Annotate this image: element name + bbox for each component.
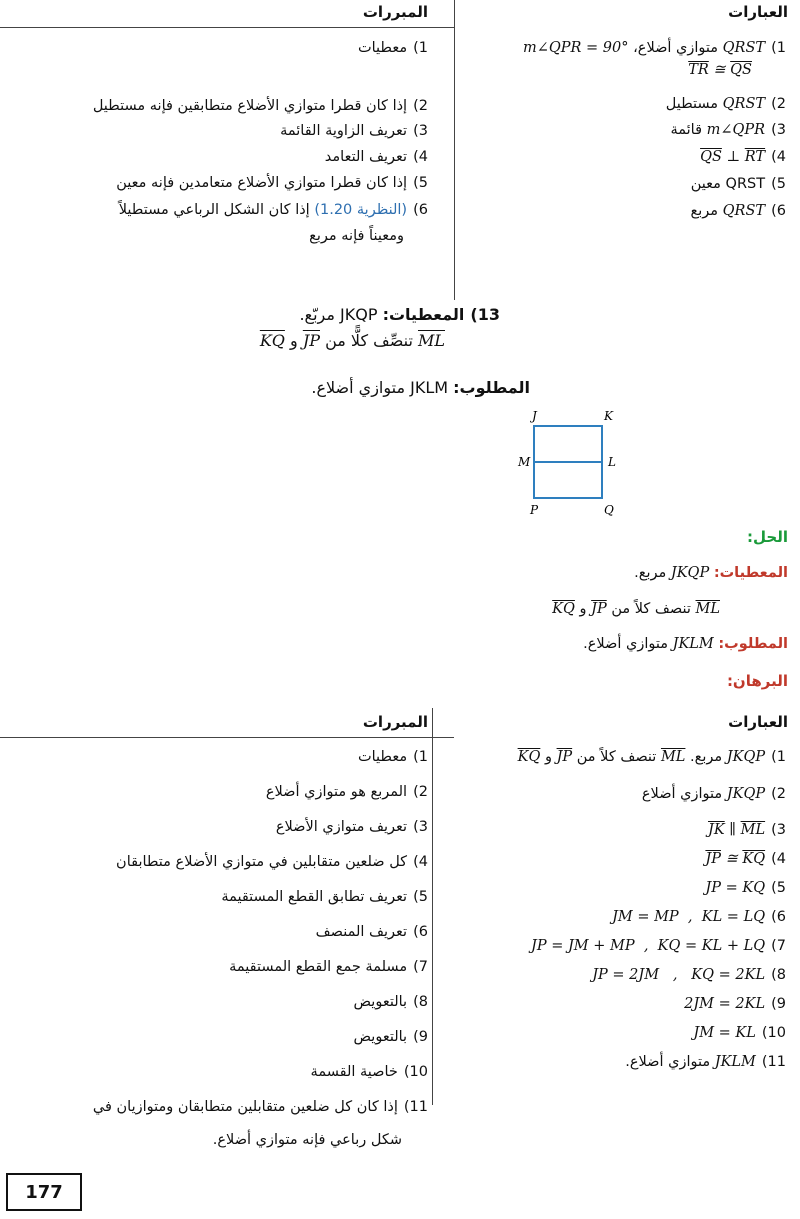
label-k: K bbox=[604, 409, 613, 423]
reason-row: 11)إذا كان كل ضلعين متقابلين متطابقان ومتوازيان في bbox=[92, 1099, 428, 1115]
reason-row: 4)تعريف التعامد bbox=[324, 149, 428, 165]
reason-row: 1)معطيات bbox=[357, 40, 428, 56]
reason-row: 4)كل ضلعين متقابلين في متوازي الأضلاع متطابقان bbox=[116, 854, 428, 870]
reason-row: 3)تعريف متوازي الأضلاع bbox=[275, 819, 428, 835]
label-p: P bbox=[530, 503, 539, 517]
statement-row: 11)JKLM متوازي أضلاع. bbox=[625, 1054, 786, 1070]
reason-row: 6)(النظرية 1.20) إذا كان الشكل الرباعي مستطيلاً bbox=[118, 202, 428, 218]
solution-given: المعطيات: JKQP مربع. bbox=[634, 565, 788, 581]
statement-row: 2)QRST مستطيل bbox=[665, 96, 786, 112]
column-divider bbox=[454, 0, 455, 300]
statement-row: 8)JP = 2JM , KQ = 2KL bbox=[592, 967, 786, 983]
reason-row: 7)مسلمة جمع القطع المستقيمة bbox=[229, 959, 428, 975]
reason-row: 5)إذا كان قطرا متوازي الأضلاع متعامدين فإنه معين bbox=[116, 175, 428, 191]
statement-row: 5)JP = KQ bbox=[705, 880, 786, 896]
label-l: L bbox=[608, 455, 616, 469]
solution-given-bisect: ML تنصف كلاً من JP و KQ bbox=[552, 601, 720, 617]
statement-row: 9)2JM = 2KL bbox=[684, 996, 786, 1012]
reason-row: 3)تعريف الزاوية القائمة bbox=[280, 123, 428, 139]
problem-required: المطلوب: JKLM متوازي أضلاع. bbox=[311, 378, 530, 397]
problem-given-bisect: ML تنصِّف كلًّا من JP و KQ bbox=[259, 331, 445, 350]
column-divider bbox=[432, 708, 433, 1105]
proof-heading: البرهان: bbox=[726, 672, 788, 690]
statement-row: 7)JP = JM + MP , KQ = KL + LQ bbox=[531, 938, 786, 954]
statement-row: $4)\overline{JP}$ ≅ $\overline{KQ}$ bbox=[705, 851, 786, 867]
statement-row-line2: $\overline{TR}$ ≅ $\overline{QS}$ bbox=[688, 62, 752, 78]
reasons-header: المبررات bbox=[362, 3, 428, 21]
reason-row: 6)تعريف المنصف bbox=[315, 924, 428, 940]
statement-row: 10)JM = KL bbox=[693, 1025, 786, 1041]
statement-row: $3)\overline{JK}$ ∥ $\overline{ML}$ bbox=[708, 822, 786, 838]
header-rule bbox=[0, 27, 454, 28]
solution-required: المطلوب: JKLM متوازي أضلاع. bbox=[583, 636, 788, 652]
reason-row: 1)معطيات bbox=[357, 749, 428, 765]
reason-row: 8)بالتعويض bbox=[353, 994, 428, 1010]
reason-row: 2)إذا كان قطرا متوازي الأضلاع متطابقين فإنه مستطيل bbox=[92, 98, 428, 114]
reasons-header: المبررات bbox=[362, 713, 428, 731]
reason-row: 2)المربع هو متوازي أضلاع bbox=[265, 784, 428, 800]
square-figure bbox=[490, 402, 640, 522]
label-q: Q bbox=[604, 503, 614, 517]
label-m: M bbox=[518, 455, 531, 469]
statement-row: 1)JKQP مربع. ML تنصف كلاً من JP و KQ bbox=[517, 749, 786, 765]
statements-header: العبارات bbox=[728, 713, 788, 731]
statement-row: 6)JM = MP , KL = LQ bbox=[612, 909, 786, 925]
problem-given: 13)المعطيات: JKQP مربّع. bbox=[299, 305, 500, 324]
reason-row-line2: شكل رباعي فإنه متوازي أضلاع. bbox=[212, 1132, 402, 1148]
label-j: J bbox=[532, 409, 537, 423]
reason-row-line2: ومعيناً فإنه مربع bbox=[309, 228, 404, 244]
statement-row: 3)m∠QPR قائمة bbox=[670, 122, 786, 138]
statement-row: 2)JKQP متوازي أضلاع bbox=[641, 786, 786, 802]
statement-row: 1)QRST متوازي أضلاع، m∠QPR = 90° bbox=[522, 40, 786, 56]
header-rule bbox=[0, 737, 454, 738]
solution-heading: الحل: bbox=[747, 528, 788, 546]
statements-header: العبارات bbox=[728, 3, 788, 21]
page-number: 177 bbox=[6, 1173, 82, 1211]
reason-row: 10)خاصية القسمة bbox=[310, 1064, 428, 1080]
reason-row: 9)بالتعويض bbox=[353, 1029, 428, 1045]
statement-row: $4)\overline{QS}$ ⊥ $\overline{RT}$ bbox=[700, 149, 786, 165]
statement-row: 6)QRST مربع bbox=[690, 203, 786, 219]
reason-row: 5)تعريف تطابق القطع المستقيمة bbox=[221, 889, 428, 905]
statement-row: 5)QRST معين bbox=[690, 176, 786, 192]
